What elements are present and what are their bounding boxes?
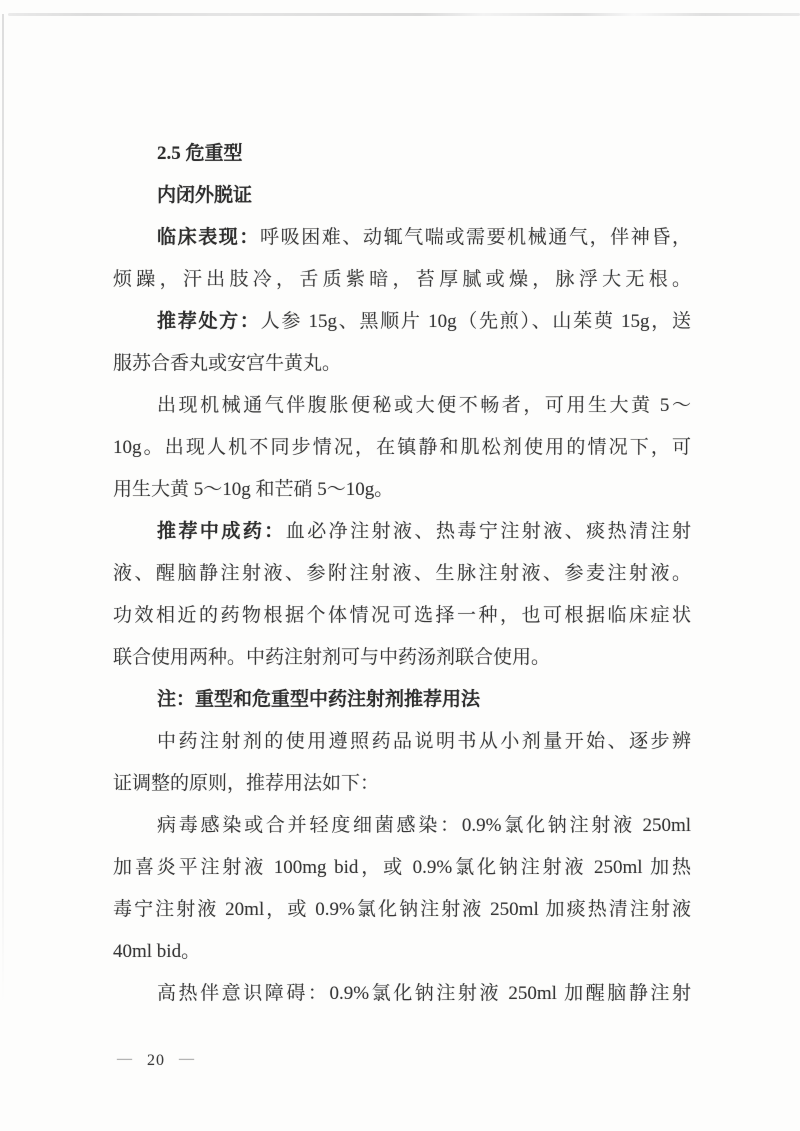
document-body: [113, 133, 691, 1015]
syndrome-heading: 内闭外脱证: [157, 185, 253, 206]
text-line: 中药注射剂的使用遵照药品说明书从小剂量开始、逐步辨: [157, 731, 691, 752]
text-line: 出现机械通气伴腹胀便秘或大便不畅者，可用生大黄 5～: [157, 395, 691, 416]
text-line: 加喜炎平注射液 100mg bid，或 0.9%氯化钠注射液 250ml 加热: [113, 857, 691, 878]
page-number: [117, 1048, 195, 1074]
text-line: 烦躁，汗出肢冷，舌质紫暗，苔厚腻或燥，脉浮大无根。: [113, 269, 691, 290]
page-number-value: 20: [147, 1052, 165, 1069]
text-line: 40ml bid。: [113, 941, 201, 962]
text-line: 推荐处方：人参 15g、黑顺片 10g（先煎）、山茱萸 15g，送: [157, 311, 691, 332]
text-line: 10g。出现人机不同步情况，在镇静和肌松剂使用的情况下，可: [113, 437, 691, 458]
text-line: 临床表现：呼吸困难、动辄气喘或需要机械通气，伴神昏，: [157, 227, 691, 248]
text-line: 功效相近的药物根据个体情况可选择一种，也可根据临床症状: [113, 605, 691, 626]
scan-edge-artifact-top: [8, 13, 800, 16]
page-number-dash-right: —: [179, 1051, 195, 1067]
text-line: 毒宁注射液 20ml，或 0.9%氯化钠注射液 250ml 加痰热清注射液: [113, 899, 691, 920]
text-line: 证调整的原则，推荐用法如下：: [113, 773, 380, 794]
text-line: 联合使用两种。中药注射剂可与中药汤剂联合使用。: [113, 647, 551, 668]
section-heading: 2.5 危重型: [157, 143, 243, 164]
text-line: 液、醒脑静注射液、参附注射液、生脉注射液、参麦注射液。: [113, 563, 691, 584]
note-heading: 注：重型和危重型中药注射剂推荐用法: [157, 689, 481, 710]
scan-edge-artifact-left: [2, 14, 4, 1004]
page-number-dash-left: —: [117, 1051, 133, 1067]
text-line: 推荐中成药：血必净注射液、热毒宁注射液、痰热清注射: [157, 521, 691, 542]
text-line: 高热伴意识障碍：0.9%氯化钠注射液 250ml 加醒脑静注射: [157, 983, 691, 1004]
text-line: 用生大黄 5～10g 和芒硝 5～10g。: [113, 479, 394, 500]
text-line: 病毒感染或合并轻度细菌感染：0.9%氯化钠注射液 250ml: [157, 815, 691, 836]
text-line: 服苏合香丸或安宫牛黄丸。: [113, 353, 342, 374]
